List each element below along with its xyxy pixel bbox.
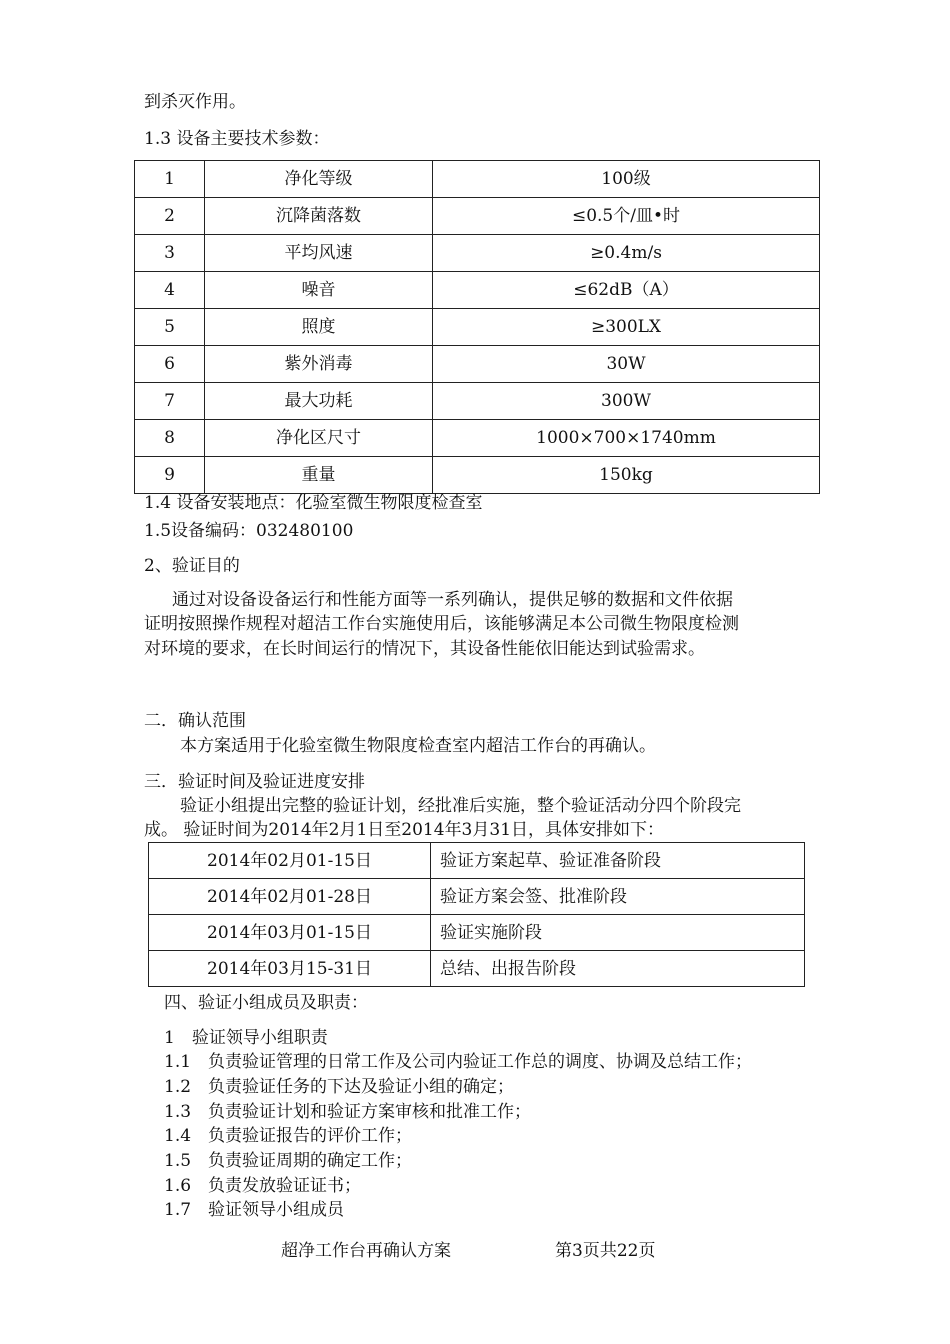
device-code: 1.5设备编码：032480100 bbox=[144, 521, 354, 541]
spec-param: 沉降菌落数 bbox=[205, 198, 433, 235]
table-row bbox=[135, 161, 820, 198]
table-row bbox=[149, 879, 805, 915]
spec-param: 平均风速 bbox=[205, 235, 433, 272]
schedule-stage: 验证实施阶段 bbox=[431, 915, 805, 951]
schedule-stage: 验证方案会签、批准阶段 bbox=[431, 879, 805, 915]
spec-no: 1 bbox=[135, 161, 205, 198]
table-row bbox=[135, 346, 820, 383]
spec-no: 6 bbox=[135, 346, 205, 383]
spec-param: 最大功耗 bbox=[205, 383, 433, 420]
scope-text: 本方案适用于化验室微生物限度检查室内超洁工作台的再确认。 bbox=[180, 736, 656, 756]
spec-no: 9 bbox=[135, 457, 205, 494]
table-row bbox=[135, 198, 820, 235]
spec-no: 4 bbox=[135, 272, 205, 309]
spec-value: 150kg bbox=[433, 457, 820, 494]
install-location: 1.4 设备安装地点：化验室微生物限度检查室 bbox=[144, 493, 483, 513]
spec-no: 2 bbox=[135, 198, 205, 235]
table-row bbox=[149, 951, 805, 987]
spec-value: ≤62dB（A） bbox=[433, 272, 820, 309]
spec-value: ≥0.4m/s bbox=[433, 235, 820, 272]
duty-item: 1.1 负责验证管理的日常工作及公司内验证工作总的调度、协调及总结工作； bbox=[164, 1052, 753, 1072]
schedule-stage: 总结、出报告阶段 bbox=[431, 951, 805, 987]
schedule-stage: 验证方案起草、验证准备阶段 bbox=[431, 843, 805, 879]
table-row bbox=[135, 235, 820, 272]
leader-heading: 1 验证领导小组职责 bbox=[164, 1028, 328, 1048]
spec-no: 8 bbox=[135, 420, 205, 457]
table-row bbox=[135, 420, 820, 457]
duty-item: 1.6 负责发放验证证书； bbox=[164, 1176, 362, 1196]
table-row bbox=[149, 915, 805, 951]
purpose-paragraph-line: 通过对设备设备运行和性能方面等一系列确认，提供足够的数据和文件依据 bbox=[172, 590, 733, 610]
schedule-paragraph-line: 成。 验证时间为2014年2月1日至2014年3月31日，具体安排如下： bbox=[144, 820, 665, 840]
table-row bbox=[135, 457, 820, 494]
duty-item: 1.4 负责验证报告的评价工作； bbox=[164, 1126, 413, 1146]
purpose-paragraph-line: 对环境的要求，在长时间运行的情况下，其设备性能依旧能达到试验需求。 bbox=[144, 639, 705, 659]
duty-item: 1.2 负责验证任务的下达及验证小组的确定； bbox=[164, 1077, 515, 1097]
spec-param: 净化等级 bbox=[205, 161, 433, 198]
spec-no: 3 bbox=[135, 235, 205, 272]
spec-param: 重量 bbox=[205, 457, 433, 494]
schedule-date: 2014年02月01-28日 bbox=[149, 879, 431, 915]
spec-param: 紫外消毒 bbox=[205, 346, 433, 383]
schedule-date: 2014年03月01-15日 bbox=[149, 915, 431, 951]
table-row bbox=[135, 272, 820, 309]
schedule-table bbox=[148, 842, 805, 987]
schedule-date: 2014年03月15-31日 bbox=[149, 951, 431, 987]
table-row bbox=[135, 383, 820, 420]
members-heading: 四、验证小组成员及职责： bbox=[164, 993, 368, 1013]
footer-title: 超净工作台再确认方案 bbox=[281, 1241, 451, 1261]
duty-item: 1.3 负责验证计划和验证方案审核和批准工作； bbox=[164, 1102, 532, 1122]
table-row bbox=[149, 843, 805, 879]
spec-no: 7 bbox=[135, 383, 205, 420]
spec-param: 噪音 bbox=[205, 272, 433, 309]
spec-heading: 1.3 设备主要技术参数： bbox=[144, 129, 330, 149]
schedule-paragraph-line: 验证小组提出完整的验证计划，经批准后实施，整个验证活动分四个阶段完 bbox=[180, 796, 741, 816]
schedule-date: 2014年02月01-15日 bbox=[149, 843, 431, 879]
spec-value: 1000×700×1740mm bbox=[433, 420, 820, 457]
schedule-heading: 三．验证时间及验证进度安排 bbox=[144, 772, 365, 792]
spec-value: 300W bbox=[433, 383, 820, 420]
spec-table bbox=[134, 160, 820, 494]
purpose-heading: 2、验证目的 bbox=[144, 556, 240, 576]
scope-heading: 二．确认范围 bbox=[144, 711, 246, 731]
spec-value: 100级 bbox=[433, 161, 820, 198]
spec-no: 5 bbox=[135, 309, 205, 346]
footer-page-number: 第3页共22页 bbox=[555, 1241, 656, 1261]
continued-text: 到杀灭作用。 bbox=[144, 92, 246, 112]
purpose-paragraph-line: 证明按照操作规程对超洁工作台实施使用后，该能够满足本公司微生物限度检测 bbox=[144, 614, 739, 634]
spec-value: ≥300LX bbox=[433, 309, 820, 346]
duty-item: 1.5 负责验证周期的确定工作； bbox=[164, 1151, 413, 1171]
spec-value: 30W bbox=[433, 346, 820, 383]
table-row bbox=[135, 309, 820, 346]
spec-param: 净化区尺寸 bbox=[205, 420, 433, 457]
spec-value: ≤0.5个/皿•时 bbox=[433, 198, 820, 235]
duty-item: 1.7 验证领导小组成员 bbox=[164, 1200, 345, 1220]
spec-param: 照度 bbox=[205, 309, 433, 346]
